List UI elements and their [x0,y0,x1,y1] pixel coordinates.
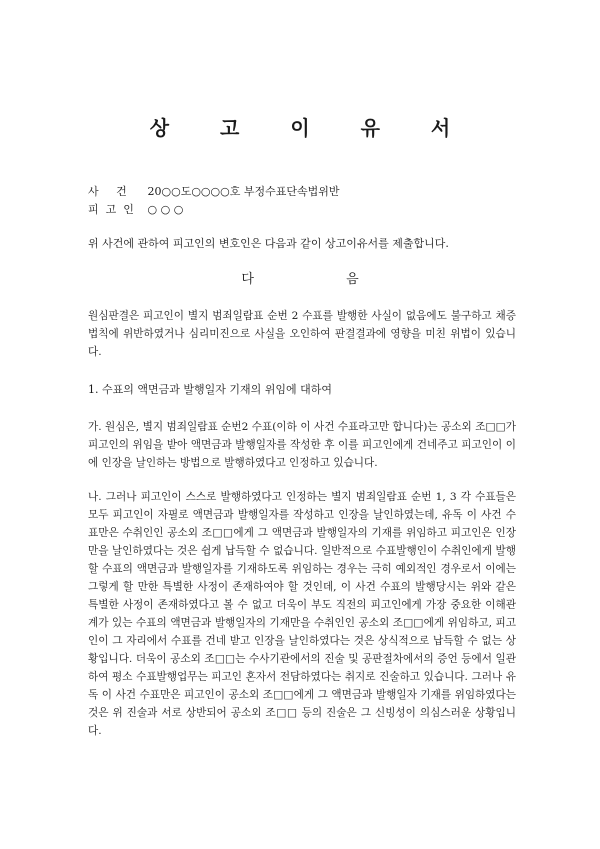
paragraph-ga: 가. 원심은, 별지 범죄일람표 순번2 수표(이하 이 사건 수표라고만 합니다)는 공소외 조□□가 피고인의 위임을 받아 액면금과 발행일자를 작성한 후 이를 피고인에게 건네주고 피고인이 이에 인장을 날인하는 방법으로 발행하였다고 인정하고 있습니다. [88,421,516,469]
case-label: 사 건 [88,185,134,198]
case-row [88,183,339,199]
summary-paragraph: 원심판결은 피고인이 별지 범죄일람표 순번 2 수표를 발행한 사실이 없음에도 불구하고 채증법칙에 위반하였거나 심리미진으로 사실을 오인하여 판결결과에 영향을 미친 위법이 있습니다. [88,310,516,358]
case-value: 20○○도○○○○호 부정수표단속법위반 [147,185,340,198]
defendant-row [88,201,183,217]
defendant-label: 피고인 [88,203,141,216]
paragraph-na: 나. 그러나 피고인이 스스로 발행하였다고 인정하는 별지 범죄일람표 순번 1, 3 각 수표들은 모두 피고인이 자필로 액면금과 발행일자를 작성하고 인장을 날인하였는데, 유독 이 사건 수표만은 수취인인 공소외 조□□에게 그 액면금과 발행일자의 기재를 위임하고 피고인은 인장만을 날인하였다는 것은 쉽게 납득할 수 없습니다. 일반적으로 수표발행인이 수취인에게 발행할 수표의 액면금과 발행일자를 기재하도록 위임하는 경우는 극히 예외적인 경우로서 이에는 그렇게 할 만한 특별한 사정이 존재하여야 할 것인데, 이 사건 수표의 발행당시는 위와 같은 특별한 사정이 존재하였다고 볼 수 없고 더욱이 부도 직전의 피고인에게 가장 중요한 이해관계가 있는 수표의 액면금과 발행일자의 기재만을 수취인인 공소외 조□□에게 위임하고, 피고인이 그 자리에서 수표를 건네 받고 인장을 날인하였다는 것은 상식적으로 납득할 수 없는 상황입니다. 더욱이 공소외 조□□는 수사기관에서의 진술 및 공판절차에서의 증언 등에서 일관하여 평소 수표발행업무는 피고인 혼자서 전담하였다는 취지로 진술하고 있습니다. 그러나 유독 이 사건 수표만은 피고인이 공소외 조□□에게 그 액면금과 발행일자 기재를 위임하였다는 것은 위 진술과 서로 상반되어 공소외 조□□ 등의 진술은 그 신빙성이 의심스러운 상황입니다. [88,491,516,737]
section-heading: 다 음 [241,272,403,287]
document-title: 상 고 이 유 서 [149,116,473,140]
section-1-title: 1. 수표의 액면금과 발행일자 기재의 위임에 대하여 [88,383,332,396]
defendant-value: ○ ○ ○ [147,203,184,216]
intro-text: 위 사건에 관하여 피고인의 변호인은 다음과 같이 상고이유서를 제출합니다. [88,237,449,250]
